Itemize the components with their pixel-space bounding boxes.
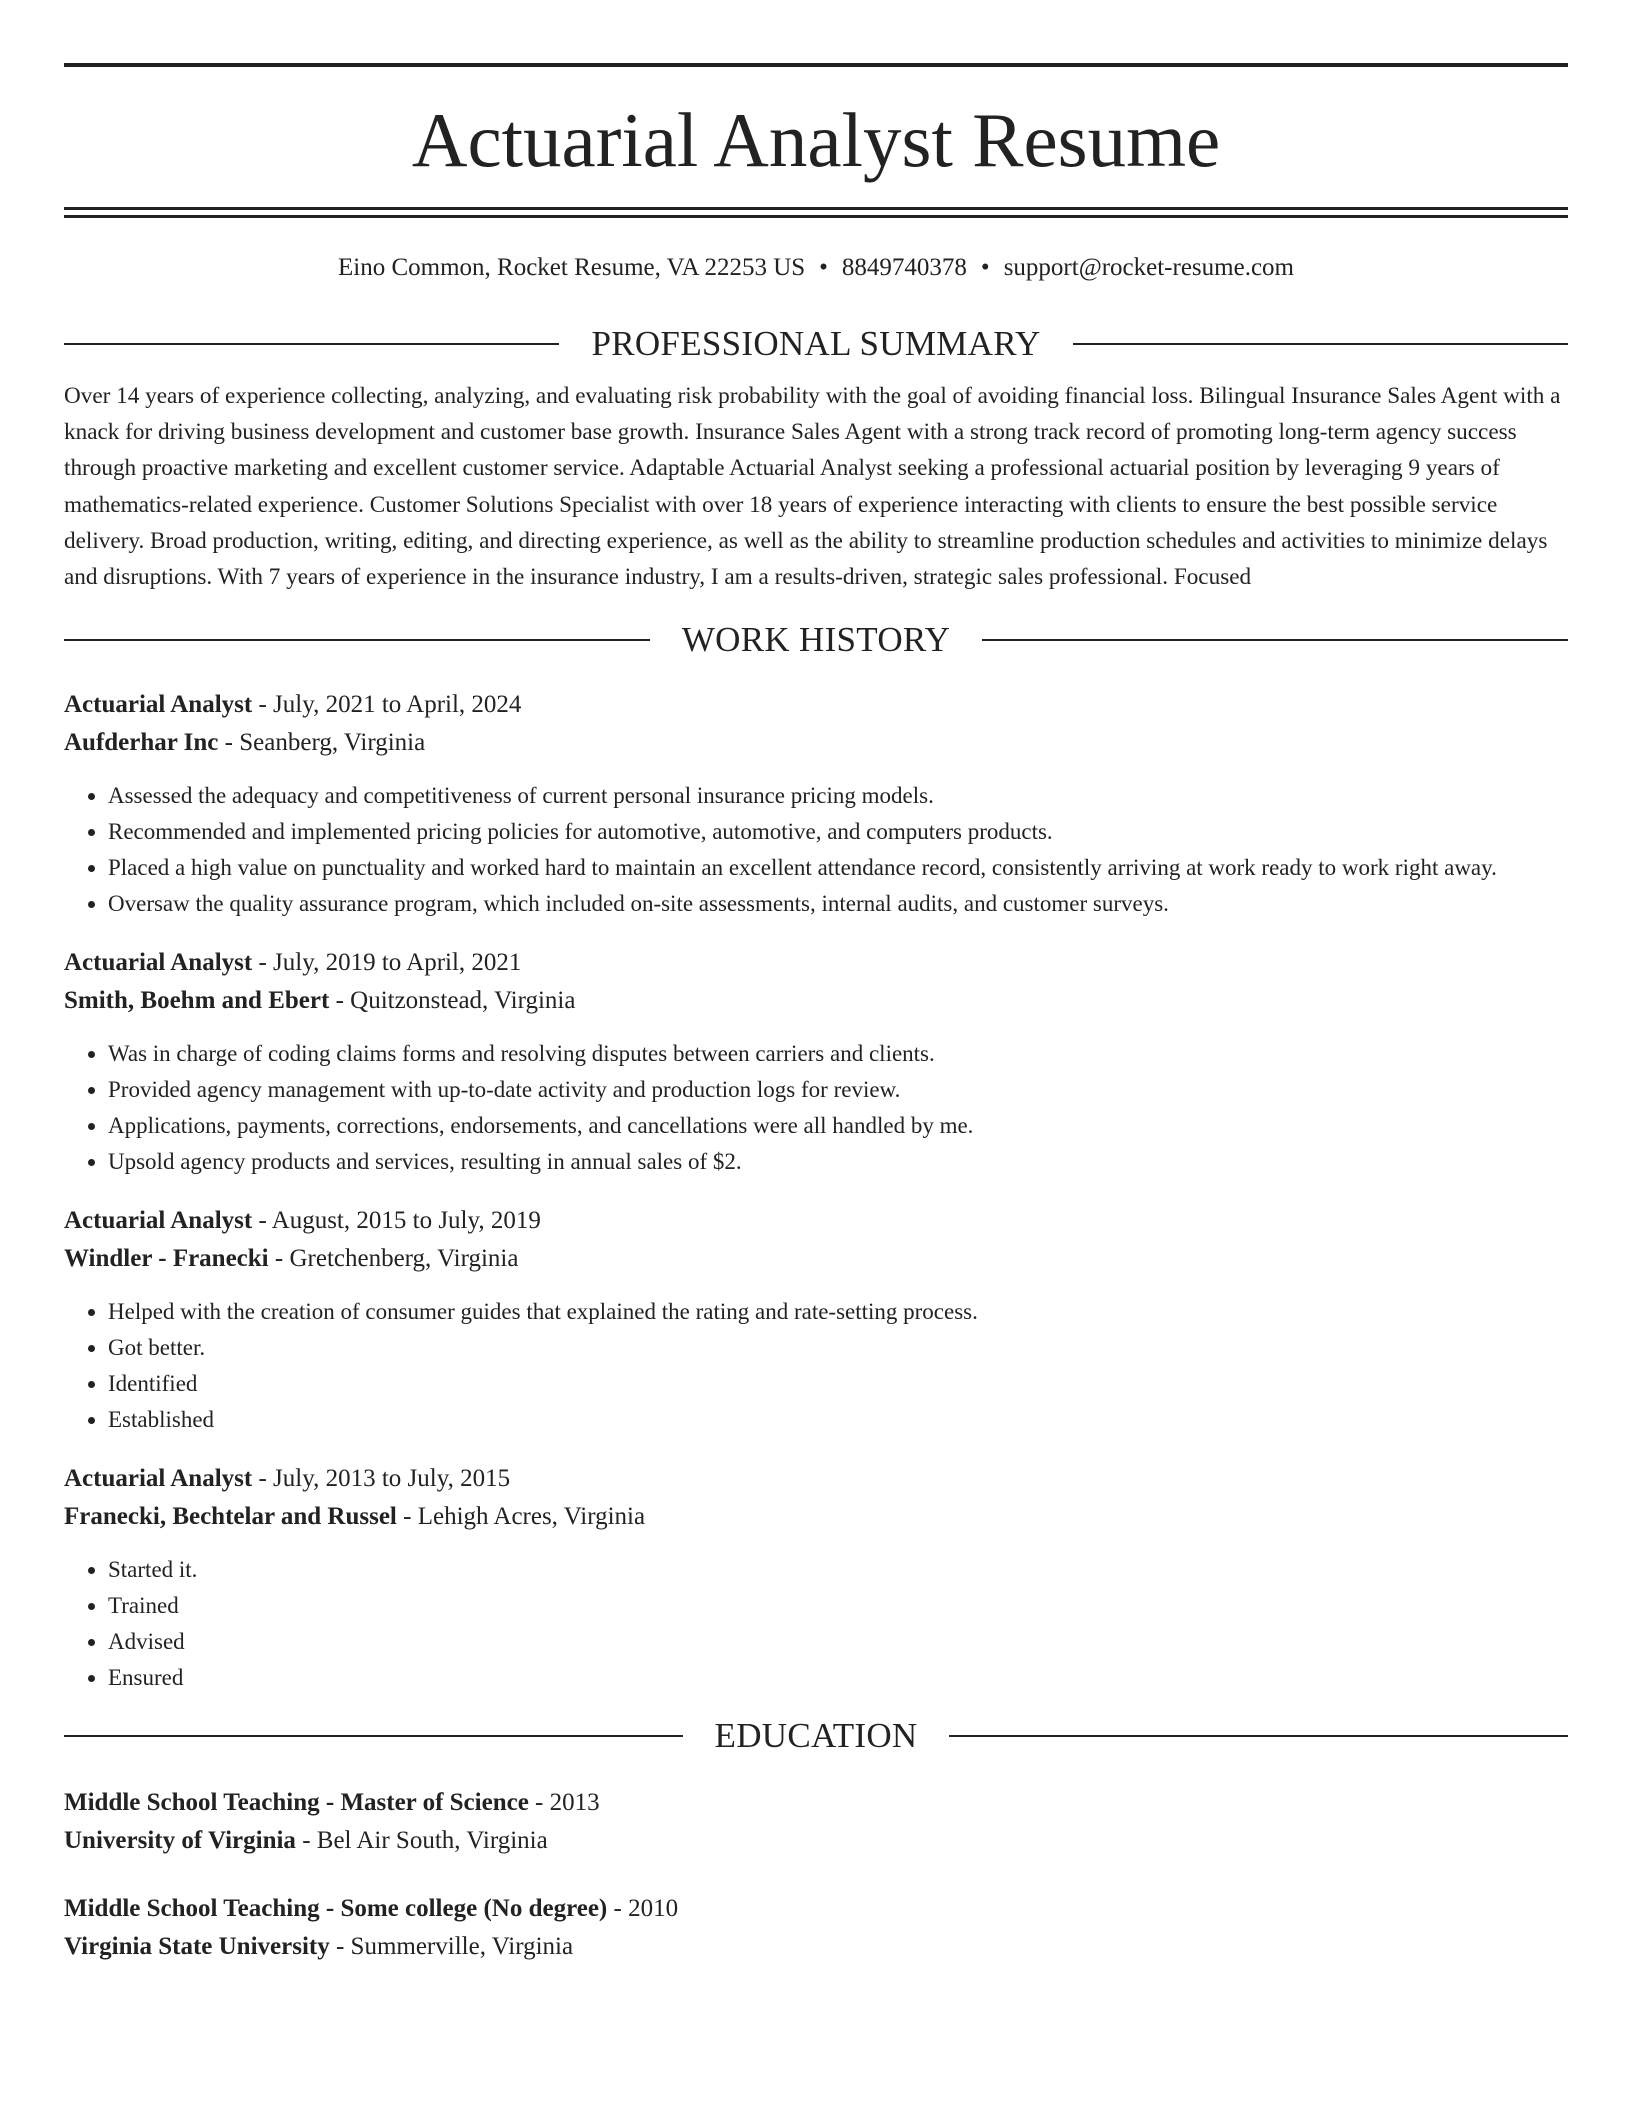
section-title: WORK HISTORY [681, 620, 951, 660]
section-rule [64, 639, 650, 641]
job-company-line [64, 1498, 1568, 1536]
section-title: EDUCATION [714, 1716, 918, 1756]
job-entry [64, 686, 1568, 922]
contact-separator: • [980, 254, 990, 281]
job-bullets [64, 1294, 1568, 1438]
job-location: - Gretchenberg, Virginia [268, 1245, 519, 1273]
list-item: • Upsold agency products and services, resulting in annual sales of $2. [108, 1144, 1568, 1180]
job-title-line [64, 1460, 1568, 1498]
contact-phone: 8849740378 [841, 254, 967, 281]
education-year: - 2010 [607, 1895, 679, 1923]
job-title-line [64, 686, 1568, 724]
list-item: • Helped with the creation of consumer guides that explained the rating and rate-setting process. [108, 1294, 1568, 1330]
section-rule [64, 343, 559, 345]
list-item: • Got better. [108, 1330, 1568, 1366]
resume-page [64, 0, 1568, 1966]
job-entry [64, 1460, 1568, 1696]
list-item: • Provided agency management with up-to-date activity and production logs for review. [108, 1072, 1568, 1108]
contact-line [64, 252, 1568, 284]
job-company: Aufderhar Inc [64, 729, 219, 757]
job-bullets [64, 778, 1568, 922]
education-entry [64, 1890, 1568, 1966]
section-heading-work [64, 618, 1568, 662]
job-company-line [64, 1240, 1568, 1278]
education-location: - Bel Air South, Virginia [295, 1827, 548, 1855]
job-company-line [64, 724, 1568, 762]
list-item: • Advised [108, 1624, 1568, 1660]
job-dates: - July, 2021 to April, 2024 [252, 691, 522, 719]
list-item: • Was in charge of coding claims forms and resolving disputes between carriers and clients. [108, 1036, 1568, 1072]
job-dates: - July, 2013 to July, 2015 [252, 1465, 511, 1493]
job-bullets [64, 1552, 1568, 1696]
job-entry [64, 944, 1568, 1180]
list-item: • Ensured [108, 1660, 1568, 1696]
job-dates: - August, 2015 to July, 2019 [252, 1207, 541, 1235]
job-title: Actuarial Analyst [64, 1207, 253, 1235]
job-location: - Lehigh Acres, Virginia [396, 1503, 646, 1531]
list-item: • Established [108, 1402, 1568, 1438]
job-company: Windler - Franecki [64, 1245, 269, 1273]
job-dates: - July, 2019 to April, 2021 [252, 949, 522, 977]
page-title: Actuarial Analyst Resume [411, 97, 1221, 183]
job-title-line [64, 944, 1568, 982]
list-item: • Assessed the adequacy and competitiveness of current personal insurance pricing models. [108, 778, 1568, 814]
education-year: - 2013 [528, 1789, 600, 1817]
job-entry [64, 1202, 1568, 1438]
job-title: Actuarial Analyst [64, 691, 253, 719]
education-degree-line [64, 1890, 1568, 1928]
contact-email: support@rocket-resume.com [1003, 254, 1294, 281]
list-item: • Trained [108, 1588, 1568, 1624]
contact-separator: • [819, 254, 828, 281]
job-location: - Quitzonstead, Virginia [329, 987, 576, 1015]
job-title-line [64, 1202, 1568, 1240]
title-double-rule [64, 207, 1568, 218]
section-rule [949, 1735, 1568, 1737]
summary-paragraph: Over 14 years of experience collecting, analyzing, and evaluating risk probability with the goal of avoiding financial loss. Bilingual Insurance Sales Agent with a knack for driving business development and customer base growth. Insurance Sales Agent with a strong track record of promoting long-term agency success through proactive marketing and excellent customer service. Adaptable Actuarial Analyst seeking a professional actuarial position by leveraging 9 years of mathematics-related experience. Customer Solutions Specialist with over 18 years of experience interacting with clients to ensure the best possible service delivery. Broad production, writing, editing, and directing experience, as well as the ability to streamline production schedules and activities to minimize delays and disruptions. With 7 years of experience in the insurance industry, I am a results-driven, strategic sales professional. Focused [64, 383, 1561, 591]
section-rule [64, 1735, 683, 1737]
education-entry [64, 1784, 1568, 1860]
list-item: • Applications, payments, corrections, endorsements, and cancellations were all handled by me. [108, 1108, 1568, 1144]
list-item: • Placed a high value on punctuality and worked hard to maintain an excellent attendance record, consistently arriving at work ready to work right away. [108, 850, 1568, 886]
job-company: Smith, Boehm and Ebert [64, 987, 330, 1015]
top-rule [64, 63, 1568, 67]
education-degree: Middle School Teaching - Some college (No degree) [64, 1895, 608, 1923]
education-school: Virginia State University [64, 1933, 330, 1961]
list-item: • Oversaw the quality assurance program, which included on-site assessments, internal audits, and customer surveys. [108, 886, 1568, 922]
list-item: • Identified [108, 1366, 1568, 1402]
list-item: • Started it. [108, 1552, 1568, 1588]
job-location: - Seanberg, Virginia [218, 729, 426, 757]
list-item: • Recommended and implemented pricing policies for automotive, automotive, and computers products. [108, 814, 1568, 850]
job-company-line [64, 982, 1568, 1020]
education-location: - Summerville, Virginia [329, 1933, 574, 1961]
job-title: Actuarial Analyst [64, 1465, 253, 1493]
section-rule [982, 639, 1568, 641]
section-rule [1073, 343, 1568, 345]
section-heading-education [64, 1714, 1568, 1758]
job-company: Franecki, Bechtelar and Russel [64, 1503, 397, 1531]
section-heading-summary [64, 322, 1568, 366]
job-title: Actuarial Analyst [64, 949, 253, 977]
contact-address: Eino Common, Rocket Resume, VA 22253 US [338, 254, 806, 281]
education-school: University of Virginia [64, 1827, 296, 1855]
education-school-line [64, 1928, 1568, 1966]
section-title: PROFESSIONAL SUMMARY [591, 324, 1041, 363]
education-school-line [64, 1822, 1568, 1860]
education-degree-line [64, 1784, 1568, 1822]
job-bullets [64, 1036, 1568, 1180]
education-degree: Middle School Teaching - Master of Science [64, 1789, 529, 1817]
